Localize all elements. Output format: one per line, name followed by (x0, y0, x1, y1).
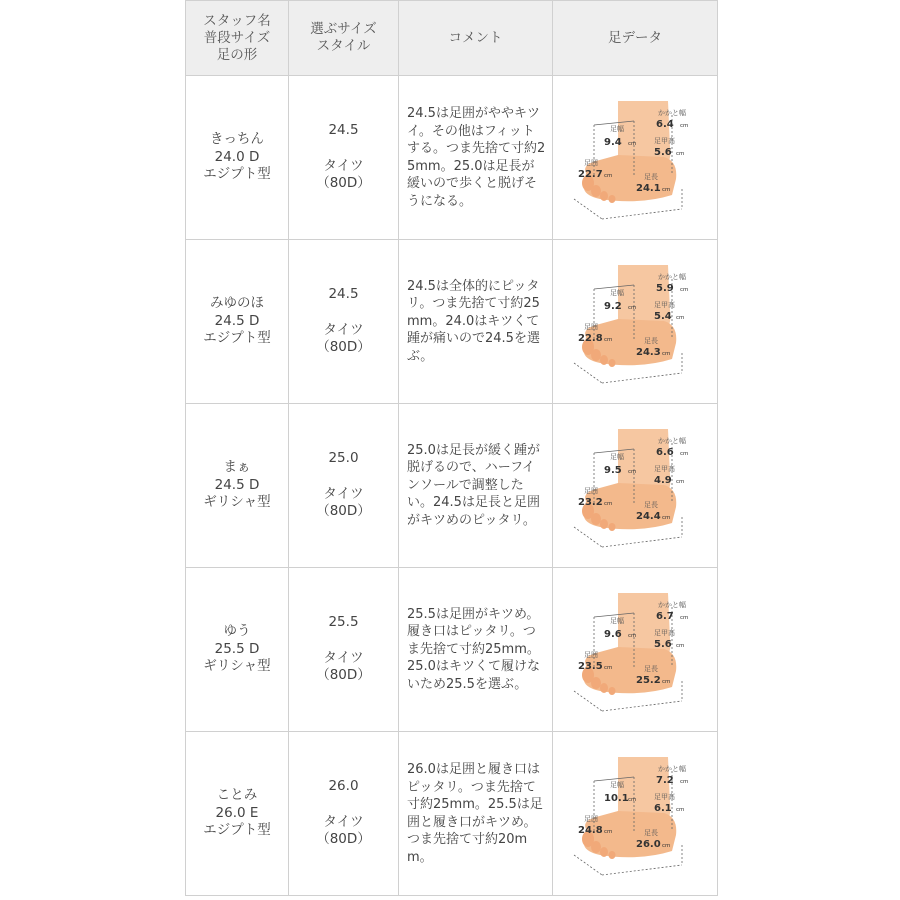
girth-label: 足囲 (584, 323, 598, 331)
instep-height-label: 足甲高 (654, 629, 675, 637)
chosen-size: 24.5 (328, 286, 359, 303)
foot-diagram (560, 423, 710, 548)
toe-shape (600, 683, 608, 693)
measure-line (602, 701, 682, 711)
toe-shape (609, 687, 616, 695)
foot-width-value: 9.2 (604, 301, 622, 312)
instep-height-label: 足甲高 (654, 465, 675, 473)
foot-diagram (560, 259, 710, 384)
foot-width-label: 足幅 (610, 617, 624, 625)
unit-label: cm (680, 615, 689, 621)
toe-shape (600, 519, 608, 529)
girth-value: 22.7 (578, 169, 603, 180)
measure-line (574, 855, 602, 875)
unit-label: cm (662, 679, 671, 685)
girth-value: 24.8 (578, 825, 603, 836)
length-value: 24.4 (636, 511, 661, 522)
staff-name: ゆう 25.5 D ギリシャ型 (203, 623, 271, 675)
heel-width-label: かかと幅 (658, 437, 686, 445)
heel-width-label: かかと幅 (658, 601, 686, 609)
table-row (186, 76, 718, 240)
instep-height-value: 4.9 (654, 475, 672, 486)
foot-width-value: 9.6 (604, 629, 622, 640)
instep-height-value: 6.1 (654, 803, 672, 814)
style: タイツ （80D） (316, 813, 371, 848)
foot-data-cell (553, 76, 718, 240)
unit-label: cm (676, 807, 685, 813)
measure-line (602, 537, 682, 547)
foot-data-cell (553, 568, 718, 732)
unit-label: cm (628, 633, 637, 639)
staff-cell (186, 568, 289, 732)
foot-diagram (560, 95, 710, 220)
header-foot-data: 足データ (553, 1, 718, 76)
toe-shape (600, 191, 608, 201)
comment-cell (399, 404, 553, 568)
measure-line (574, 199, 602, 219)
unit-label: cm (680, 451, 689, 457)
instep-height-value: 5.6 (654, 639, 672, 650)
foot-width-label: 足幅 (610, 125, 624, 133)
toe-shape (591, 841, 601, 853)
unit-label: cm (676, 315, 685, 321)
girth-label: 足囲 (584, 487, 598, 495)
foot-width-label: 足幅 (610, 453, 624, 461)
comment-text: 24.5は足囲がややキツイ。その他はフィットする。つま先捨て寸約25mm。25.0は足長が緩いので歩くと脱げそうになる。 (407, 106, 546, 209)
unit-label: cm (662, 843, 671, 849)
unit-label: cm (680, 779, 689, 785)
unit-label: cm (628, 797, 637, 803)
foot-diagram (560, 751, 710, 876)
measure-line (602, 865, 682, 875)
size-cell (289, 404, 399, 568)
unit-label: cm (680, 287, 689, 293)
style: タイツ （80D） (316, 485, 371, 520)
length-value: 25.2 (636, 675, 661, 686)
foot-data-cell (553, 404, 718, 568)
instep-height-label: 足甲高 (654, 793, 675, 801)
staff-cell (186, 404, 289, 568)
size-cell (289, 732, 399, 896)
length-value: 24.1 (636, 183, 661, 194)
heel-width-value: 7.2 (656, 775, 674, 786)
girth-value: 23.5 (578, 661, 603, 672)
measure-line (574, 363, 602, 383)
staff-size-table (185, 0, 718, 896)
foot-diagram (560, 587, 710, 712)
staff-name: ことみ 26.0 E エジプト型 (203, 787, 271, 839)
heel-width-label: かかと幅 (658, 109, 686, 117)
comment-cell (399, 76, 553, 240)
toe-shape (609, 195, 616, 203)
style: タイツ （80D） (316, 157, 371, 192)
heel-width-value: 6.6 (656, 447, 674, 458)
comment-text: 25.0は足長が緩く踵が脱げるので、ハーフインソールで調整したい。24.5は足長と足囲がキツめのピッタリ。 (407, 442, 540, 528)
girth-value: 23.2 (578, 497, 603, 508)
length-label: 足長 (644, 337, 658, 345)
table-row (186, 404, 718, 568)
header-row (186, 1, 718, 76)
unit-label: cm (662, 515, 671, 521)
toe-shape (591, 185, 601, 197)
toe-shape (600, 355, 608, 365)
length-label: 足長 (644, 829, 658, 837)
instep-height-value: 5.6 (654, 147, 672, 158)
chosen-size: 25.5 (328, 614, 359, 631)
staff-cell (186, 76, 289, 240)
table-row (186, 240, 718, 404)
length-label: 足長 (644, 501, 658, 509)
unit-label: cm (604, 173, 613, 179)
size-cell (289, 240, 399, 404)
heel-width-value: 6.4 (656, 119, 674, 130)
comment-text: 26.0は足囲と履き口はピッタリ。つま先捨て寸約25mm。25.5は足囲と履き口がキツめ。つま先捨て寸約20mm。 (407, 762, 543, 865)
comment-cell (399, 568, 553, 732)
staff-cell (186, 240, 289, 404)
comment-text: 25.5は足囲がキツめ。履き口はピッタリ。つま先捨て寸約25mm。25.0はキツくて履けないため25.5を選ぶ。 (407, 606, 540, 692)
heel-width-value: 5.9 (656, 283, 674, 294)
header-staff: スタッフ名 普段サイズ 足の形 (186, 1, 289, 76)
toe-shape (600, 847, 608, 857)
foot-width-value: 9.5 (604, 465, 622, 476)
heel-width-value: 6.7 (656, 611, 674, 622)
unit-label: cm (680, 123, 689, 129)
unit-label: cm (628, 305, 637, 311)
girth-label: 足囲 (584, 651, 598, 659)
girth-value: 22.8 (578, 333, 603, 344)
length-label: 足長 (644, 665, 658, 673)
table-row (186, 568, 718, 732)
measure-line (602, 373, 682, 383)
foot-width-label: 足幅 (610, 289, 624, 297)
unit-label: cm (604, 501, 613, 507)
toe-shape (609, 851, 616, 859)
toe-shape (609, 523, 616, 531)
girth-label: 足囲 (584, 815, 598, 823)
unit-label: cm (604, 337, 613, 343)
header-comment: コメント (399, 1, 553, 76)
heel-width-label: かかと幅 (658, 273, 686, 281)
toe-shape (609, 359, 616, 367)
comment-text: 24.5は全体的にピッタリ。つま先捨て寸約25mm。24.0はキツくて踵が痛いので24.5を選ぶ。 (407, 278, 540, 364)
comment-cell (399, 732, 553, 896)
toe-shape (591, 677, 601, 689)
measure-line (602, 209, 682, 219)
length-label: 足長 (644, 173, 658, 181)
style: タイツ （80D） (316, 649, 371, 684)
measure-line (574, 691, 602, 711)
unit-label: cm (628, 469, 637, 475)
unit-label: cm (676, 479, 685, 485)
instep-height-label: 足甲高 (654, 301, 675, 309)
unit-label: cm (662, 351, 671, 357)
chosen-size: 24.5 (328, 122, 359, 139)
staff-cell (186, 732, 289, 896)
comment-cell (399, 240, 553, 404)
foot-width-value: 10.1 (604, 793, 629, 804)
table-row (186, 732, 718, 896)
toe-shape (591, 513, 601, 525)
staff-name: みゆのほ 24.5 D エジプト型 (203, 295, 271, 347)
instep-height-label: 足甲高 (654, 137, 675, 145)
instep-height-value: 5.4 (654, 311, 672, 322)
foot-width-value: 9.4 (604, 137, 622, 148)
style: タイツ （80D） (316, 321, 371, 356)
length-value: 24.3 (636, 347, 661, 358)
foot-data-cell (553, 732, 718, 896)
length-value: 26.0 (636, 839, 661, 850)
chosen-size: 25.0 (328, 450, 359, 467)
heel-width-label: かかと幅 (658, 765, 686, 773)
foot-width-label: 足幅 (610, 781, 624, 789)
unit-label: cm (628, 141, 637, 147)
unit-label: cm (662, 187, 671, 193)
unit-label: cm (604, 829, 613, 835)
measure-line (574, 527, 602, 547)
girth-label: 足囲 (584, 159, 598, 167)
toe-shape (591, 349, 601, 361)
staff-name: まぁ 24.5 D ギリシャ型 (203, 459, 271, 511)
chosen-size: 26.0 (328, 778, 359, 795)
unit-label: cm (604, 665, 613, 671)
size-cell (289, 76, 399, 240)
staff-name: きっちん 24.0 D エジプト型 (203, 131, 271, 183)
unit-label: cm (676, 643, 685, 649)
size-cell (289, 568, 399, 732)
foot-data-cell (553, 240, 718, 404)
unit-label: cm (676, 151, 685, 157)
header-size-style: 選ぶサイズ スタイル (289, 1, 399, 76)
